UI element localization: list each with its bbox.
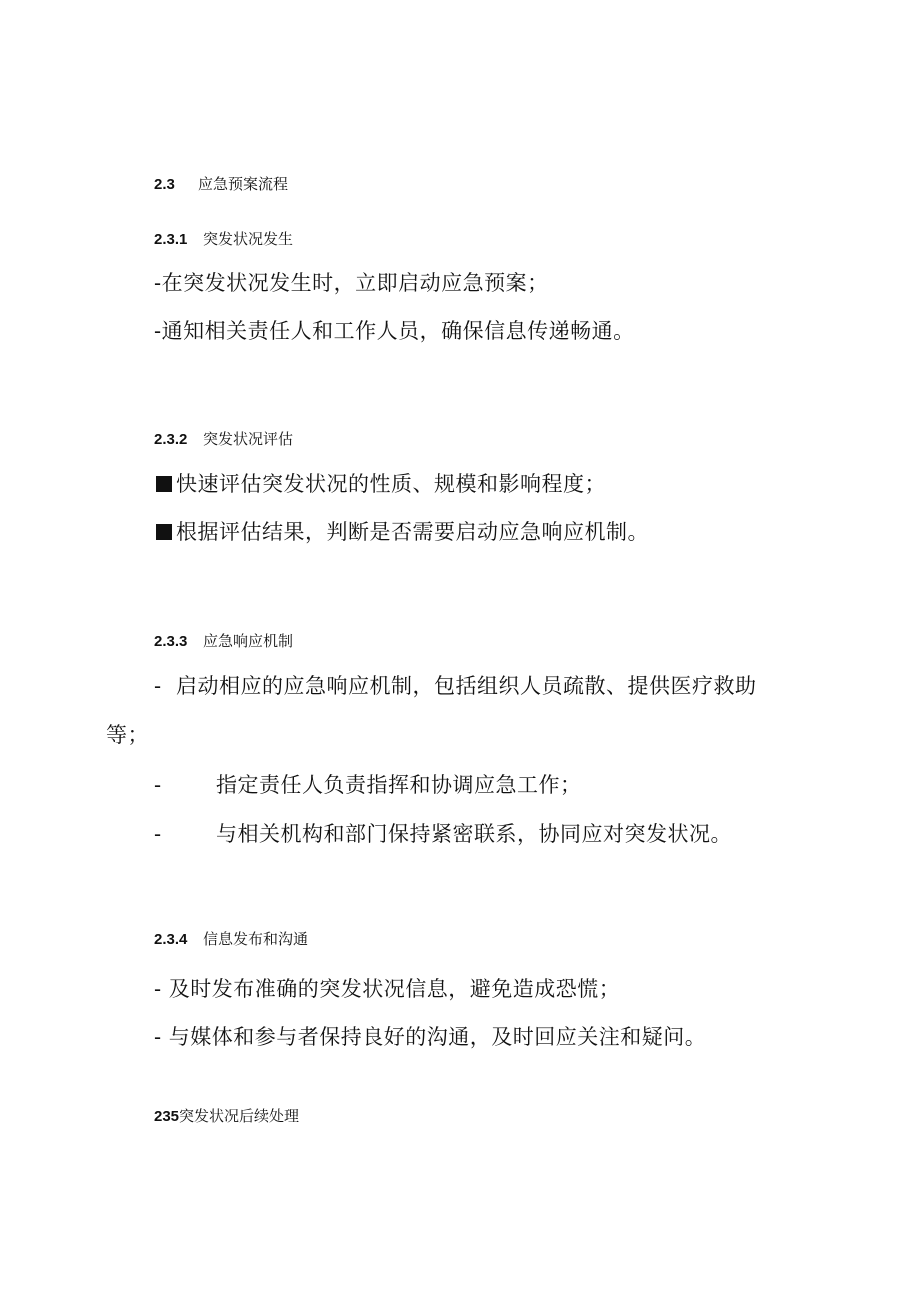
section-heading-2-3-1 bbox=[154, 230, 293, 250]
section-number: 2.3.2 bbox=[154, 431, 188, 448]
black-square-bullet-icon bbox=[156, 476, 172, 492]
list-item bbox=[154, 819, 732, 849]
section-title: 应急预案流程 bbox=[198, 176, 289, 193]
black-square-bullet-icon bbox=[156, 524, 172, 540]
section-heading-2-3 bbox=[154, 175, 288, 195]
section-title: 突发状况后续处理 bbox=[179, 1108, 300, 1125]
section-number: 2.3.4 bbox=[154, 931, 188, 948]
list-item-text: 启动相应的应急响应机制，包括组织人员疏散、提供医疗救助 bbox=[176, 674, 757, 698]
list-item bbox=[154, 671, 757, 701]
list-item-text: 与相关机构和部门保持紧密联系，协同应对突发状况。 bbox=[216, 822, 732, 846]
list-item-text: 指定责任人负责指挥和协调应急工作； bbox=[216, 773, 582, 797]
list-item-continuation: 等； bbox=[106, 723, 149, 747]
list-item-marker: - bbox=[154, 773, 162, 797]
section-number: 2.3.3 bbox=[154, 633, 188, 650]
section-heading-2-3-3 bbox=[154, 632, 293, 652]
section-heading-2-3-5 bbox=[154, 1107, 299, 1127]
list-item-text: 根据评估结果，判断是否需要启动应急响应机制。 bbox=[176, 520, 649, 544]
list-item: -通知相关责任人和工作人员，确保信息传递畅通。 bbox=[154, 319, 635, 343]
section-number: 235 bbox=[154, 1108, 180, 1125]
section-title: 突发状况评估 bbox=[203, 431, 294, 448]
section-number: 2.3 bbox=[154, 176, 175, 193]
list-item bbox=[154, 770, 582, 800]
list-item: - 及时发布准确的突发状况信息，避免造成恐慌； bbox=[154, 977, 621, 1001]
list-item-text: 快速评估突发状况的性质、规模和影响程度； bbox=[176, 472, 606, 496]
list-item bbox=[156, 517, 649, 547]
section-heading-2-3-4 bbox=[154, 930, 308, 950]
section-title: 应急响应机制 bbox=[203, 633, 294, 650]
list-item bbox=[156, 469, 606, 499]
list-item-marker: - bbox=[154, 674, 162, 698]
section-number: 2.3.1 bbox=[154, 231, 188, 248]
section-heading-2-3-2 bbox=[154, 430, 293, 450]
list-item: - 与媒体和参与者保持良好的沟通，及时回应关注和疑问。 bbox=[154, 1025, 707, 1049]
list-item-marker: - bbox=[154, 822, 162, 846]
section-title: 突发状况发生 bbox=[203, 231, 294, 248]
list-item: -在突发状况发生时，立即启动应急预案； bbox=[154, 271, 549, 295]
section-title: 信息发布和沟通 bbox=[203, 931, 309, 948]
